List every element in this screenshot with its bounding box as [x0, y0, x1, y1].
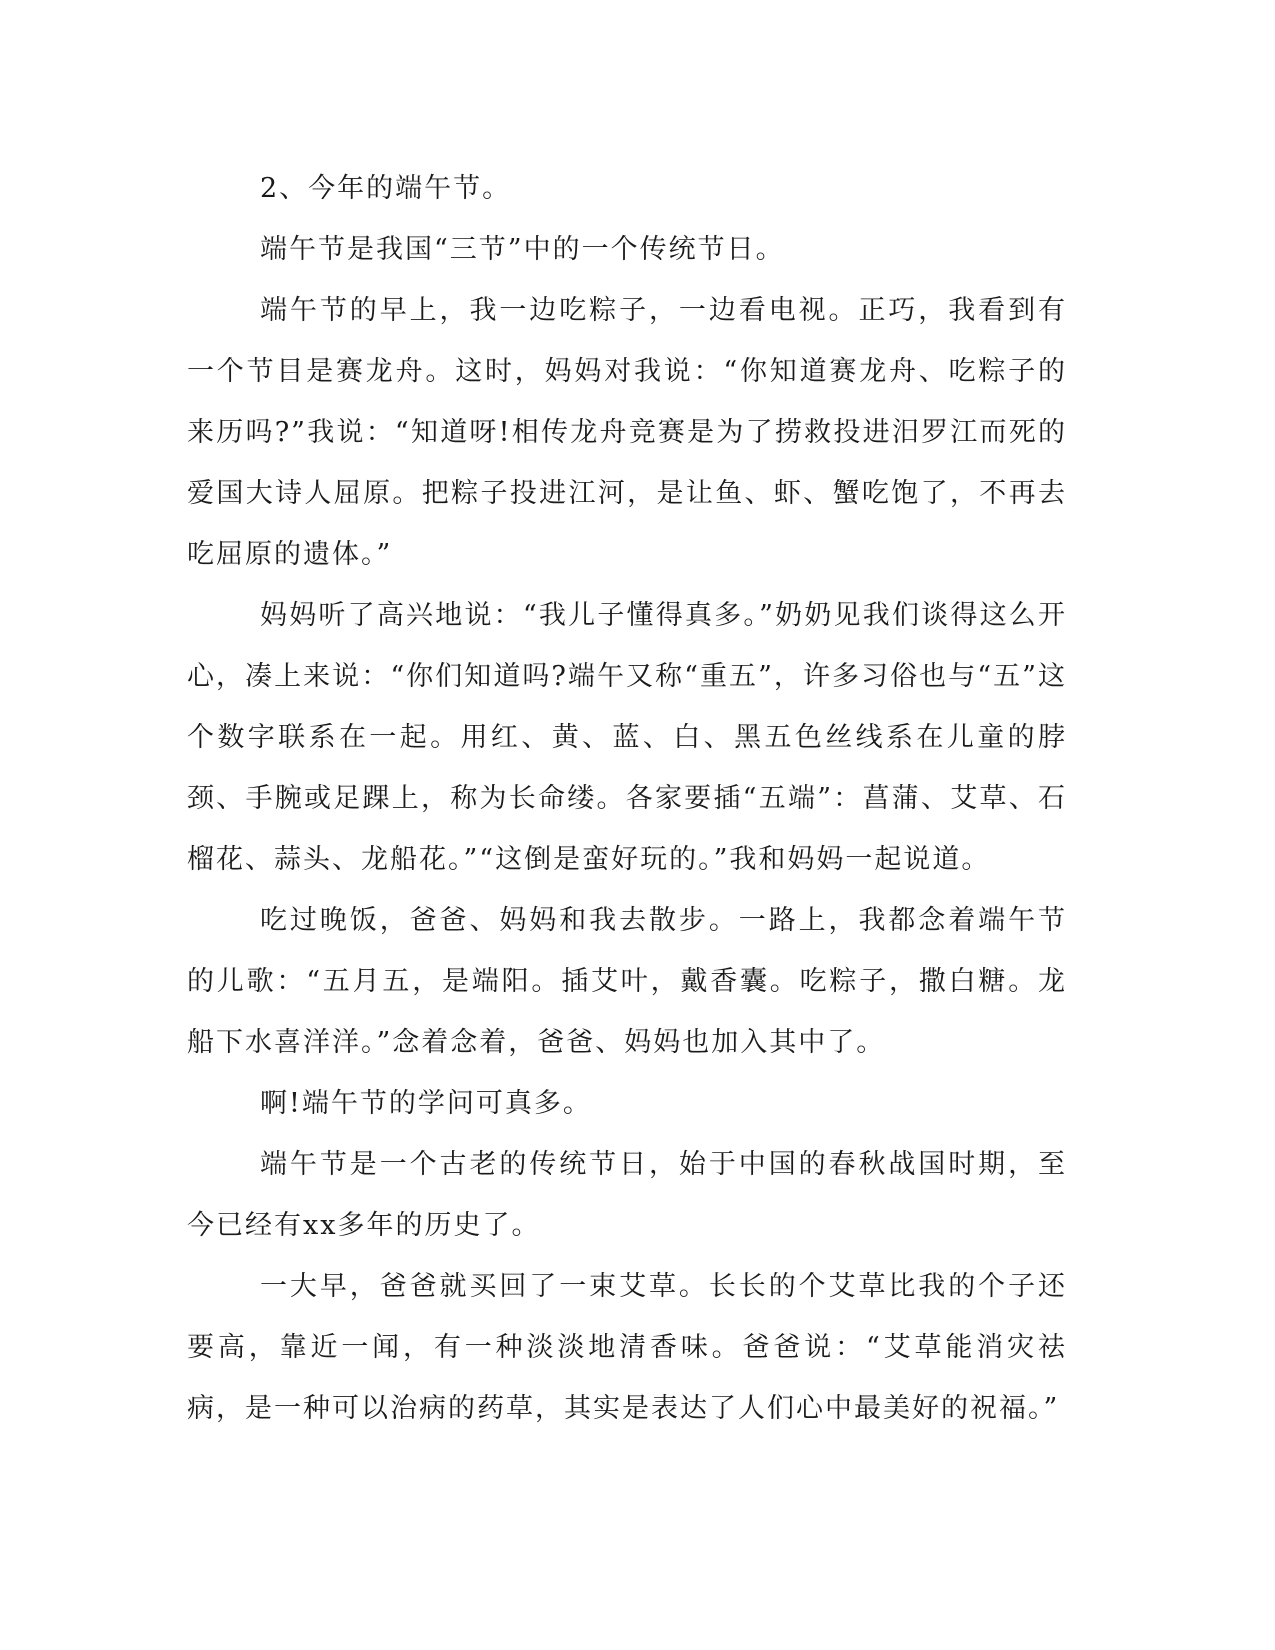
paragraph: 一大早，爸爸就买回了一束艾草。长长的个艾草比我的个子还要高，靠近一闻，有一种淡淡地清香味。爸爸说：“艾草能消灾祛病，是一种可以治病的药草，其实是表达了人们心中最美好的祝福。”	[187, 1271, 1067, 1424]
paragraph: 啊!端午节的学问可真多。	[260, 1088, 592, 1119]
document-body	[187, 158, 1067, 1439]
paragraph: 端午节是一个古老的传统节日，始于中国的春秋战国时期，至今已经有xx多年的历史了。	[187, 1149, 1067, 1241]
paragraph: 端午节是我国“三节”中的一个传统节日。	[260, 234, 785, 265]
paragraph: 端午节的早上，我一边吃粽子，一边看电视。正巧，我看到有一个节目是赛龙舟。这时，妈妈对我说：“你知道赛龙舟、吃粽子的来历吗?”我说：“知道呀!相传龙舟竞赛是为了捞救投进汨罗江而死的爱国大诗人屈原。把粽子投进江河，是让鱼、虾、蟹吃饱了，不再去吃屈原的遗体。”	[187, 295, 1067, 570]
paragraph: 妈妈听了高兴地说：“我儿子懂得真多。”奶奶见我们谈得这么开心，凑上来说：“你们知道吗?端午又称“重五”，许多习俗也与“五”这个数字联系在一起。用红、黄、蓝、白、黑五色丝线系在儿童的脖颈、手腕或足踝上，称为长命缕。各家要插“五端”：菖蒲、艾草、石榴花、蒜头、龙船花。”“这倒是蛮好玩的。”我和妈妈一起说道。	[187, 600, 1067, 875]
paragraph: 吃过晚饭，爸爸、妈妈和我去散步。一路上，我都念着端午节的儿歌：“五月五，是端阳。插艾叶，戴香囊。吃粽子，撒白糖。龙船下水喜洋洋。”念着念着，爸爸、妈妈也加入其中了。	[187, 905, 1067, 1058]
paragraph-heading: 2、今年的端午节。	[260, 173, 512, 204]
